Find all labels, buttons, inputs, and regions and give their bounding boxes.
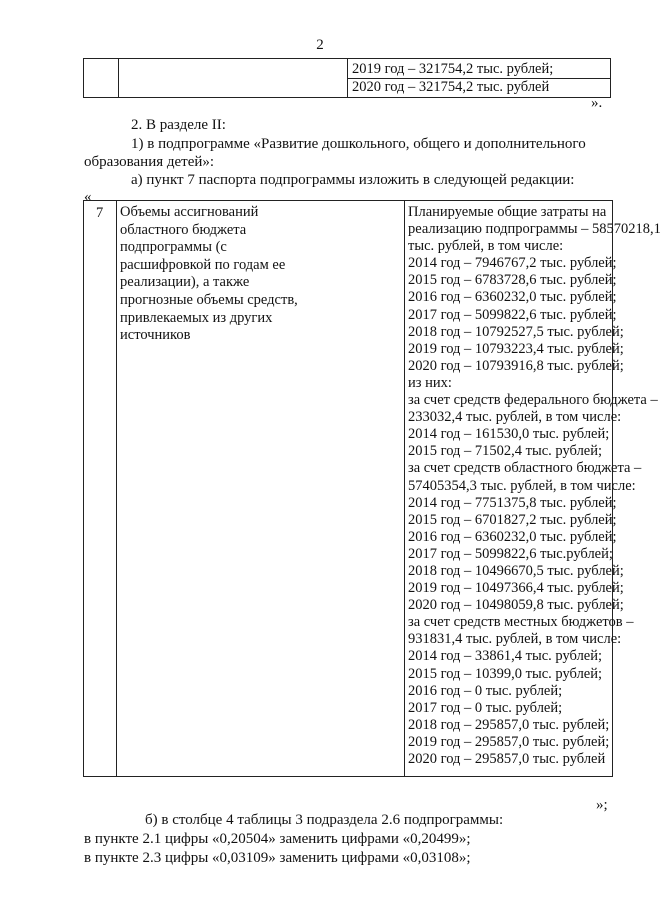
paragraph-line: образования детей»:: [84, 154, 215, 170]
value-line: 2015 год – 10399,0 тыс. рублей;: [408, 665, 603, 682]
row-values-cell: [404, 201, 661, 776]
row-number-cell: [84, 201, 117, 776]
value-line: Планируемые общие затраты на: [408, 204, 607, 220]
value-line: 2019 год – 10793223,4 тыс. рублей;: [408, 340, 624, 357]
continuation-cell-values: [348, 59, 610, 97]
value-line: из них:: [408, 374, 452, 391]
value-line: 2019 год – 295857,0 тыс. рублей;: [408, 733, 610, 750]
label-line: привлекаемых из других: [120, 309, 273, 326]
value-line: 931831,4 тыс. рублей, в том числе:: [408, 631, 622, 648]
value-line: 2018 год – 295857,0 тыс. рублей;: [408, 716, 610, 733]
value-line: 2017 год – 0 тыс. рублей;: [408, 699, 563, 716]
value-line: 2014 год – 7946767,2 тыс. рублей;: [408, 255, 617, 272]
value-line: 2014 год – 33861,4 тыс. рублей;: [408, 648, 603, 665]
closing-quote: »;: [596, 797, 608, 813]
paragraph-line: 1) в подпрограмме «Развитие дошкольного, общего и дополнительного: [131, 136, 586, 152]
label-line: расшифровкой по годам ее: [120, 256, 286, 273]
value-line: 2020 год – 10793916,8 тыс. рублей;: [408, 357, 624, 374]
label-line: подпрограммы (с: [120, 239, 227, 256]
paragraph-line: в пункте 2.1 цифры «0,20504» заменить цифрами «0,20499»;: [84, 831, 471, 847]
continuation-cell-label: [118, 59, 348, 97]
opening-quote: «: [84, 189, 92, 205]
value-line: за счет средств областного бюджета –: [408, 460, 642, 477]
label-line: реализации), а также: [120, 274, 250, 291]
continuation-line: 2020 год – 321754,2 тыс. рублей: [352, 79, 550, 95]
passport-table: [83, 200, 661, 777]
value-line: 2015 год – 6701827,2 тыс. рублей;: [408, 511, 617, 528]
row-values: [408, 204, 661, 768]
label-line: Объемы ассигнований: [120, 204, 259, 220]
row-number: 7: [96, 205, 104, 221]
continuation-cell-number: [84, 59, 119, 97]
value-line: реализацию подпрограммы – 58570218,1: [408, 221, 661, 238]
value-line: 2016 год – 6360232,0 тыс. рублей;: [408, 289, 617, 306]
value-line: 2017 год – 5099822,6 тыс.рублей;: [408, 545, 613, 562]
value-line: 2017 год – 5099822,6 тыс. рублей;: [408, 306, 617, 323]
continuation-line: 2019 год – 321754,2 тыс. рублей;: [352, 61, 554, 77]
value-line: за счет средств федерального бюджета –: [408, 392, 658, 409]
label-line: прогнозные объемы средств,: [120, 291, 298, 308]
closing-quote: ».: [591, 95, 603, 111]
section-heading: 2. В разделе II:: [131, 117, 226, 133]
value-line: 2015 год – 71502,4 тыс. рублей;: [408, 443, 603, 460]
value-line: 2015 год – 6783728,6 тыс. рублей;: [408, 272, 617, 289]
value-line: 2020 год – 10498059,8 тыс. рублей;: [408, 597, 624, 614]
paragraph-line: а) пункт 7 паспорта подпрограммы изложить в следующей редакции:: [131, 172, 575, 188]
value-line: 2016 год – 0 тыс. рублей;: [408, 682, 563, 699]
paragraph-line: б) в столбце 4 таблицы 3 подраздела 2.6 подпрограммы:: [145, 812, 504, 828]
value-line: 2019 год – 10497366,4 тыс. рублей;: [408, 580, 624, 597]
row-label: [120, 204, 298, 345]
value-line: 2018 год – 10496670,5 тыс. рублей;: [408, 562, 624, 579]
label-line: областного бюджета: [120, 221, 247, 238]
value-line: тыс. рублей, в том числе:: [408, 238, 564, 255]
page-number: 2: [316, 37, 324, 53]
value-line: 233032,4 тыс. рублей, в том числе:: [408, 409, 622, 426]
value-line: 2014 год – 161530,0 тыс. рублей;: [408, 426, 610, 443]
value-line: за счет средств местных бюджетов –: [408, 614, 634, 631]
paragraph-line: в пункте 2.3 цифры «0,03109» заменить цифрами «0,03108»;: [84, 850, 471, 866]
value-line: 2016 год – 6360232,0 тыс. рублей;: [408, 528, 617, 545]
label-line: источников: [120, 327, 191, 344]
value-line: 57405354,3 тыс. рублей, в том числе:: [408, 477, 636, 494]
value-line: 2018 год – 10792527,5 тыс. рублей;: [408, 323, 624, 340]
continuation-table: [83, 58, 611, 98]
value-line: 2014 год – 7751375,8 тыс. рублей;: [408, 494, 617, 511]
value-line: 2020 год – 295857,0 тыс. рублей: [408, 751, 606, 767]
row-label-cell: [116, 201, 405, 776]
